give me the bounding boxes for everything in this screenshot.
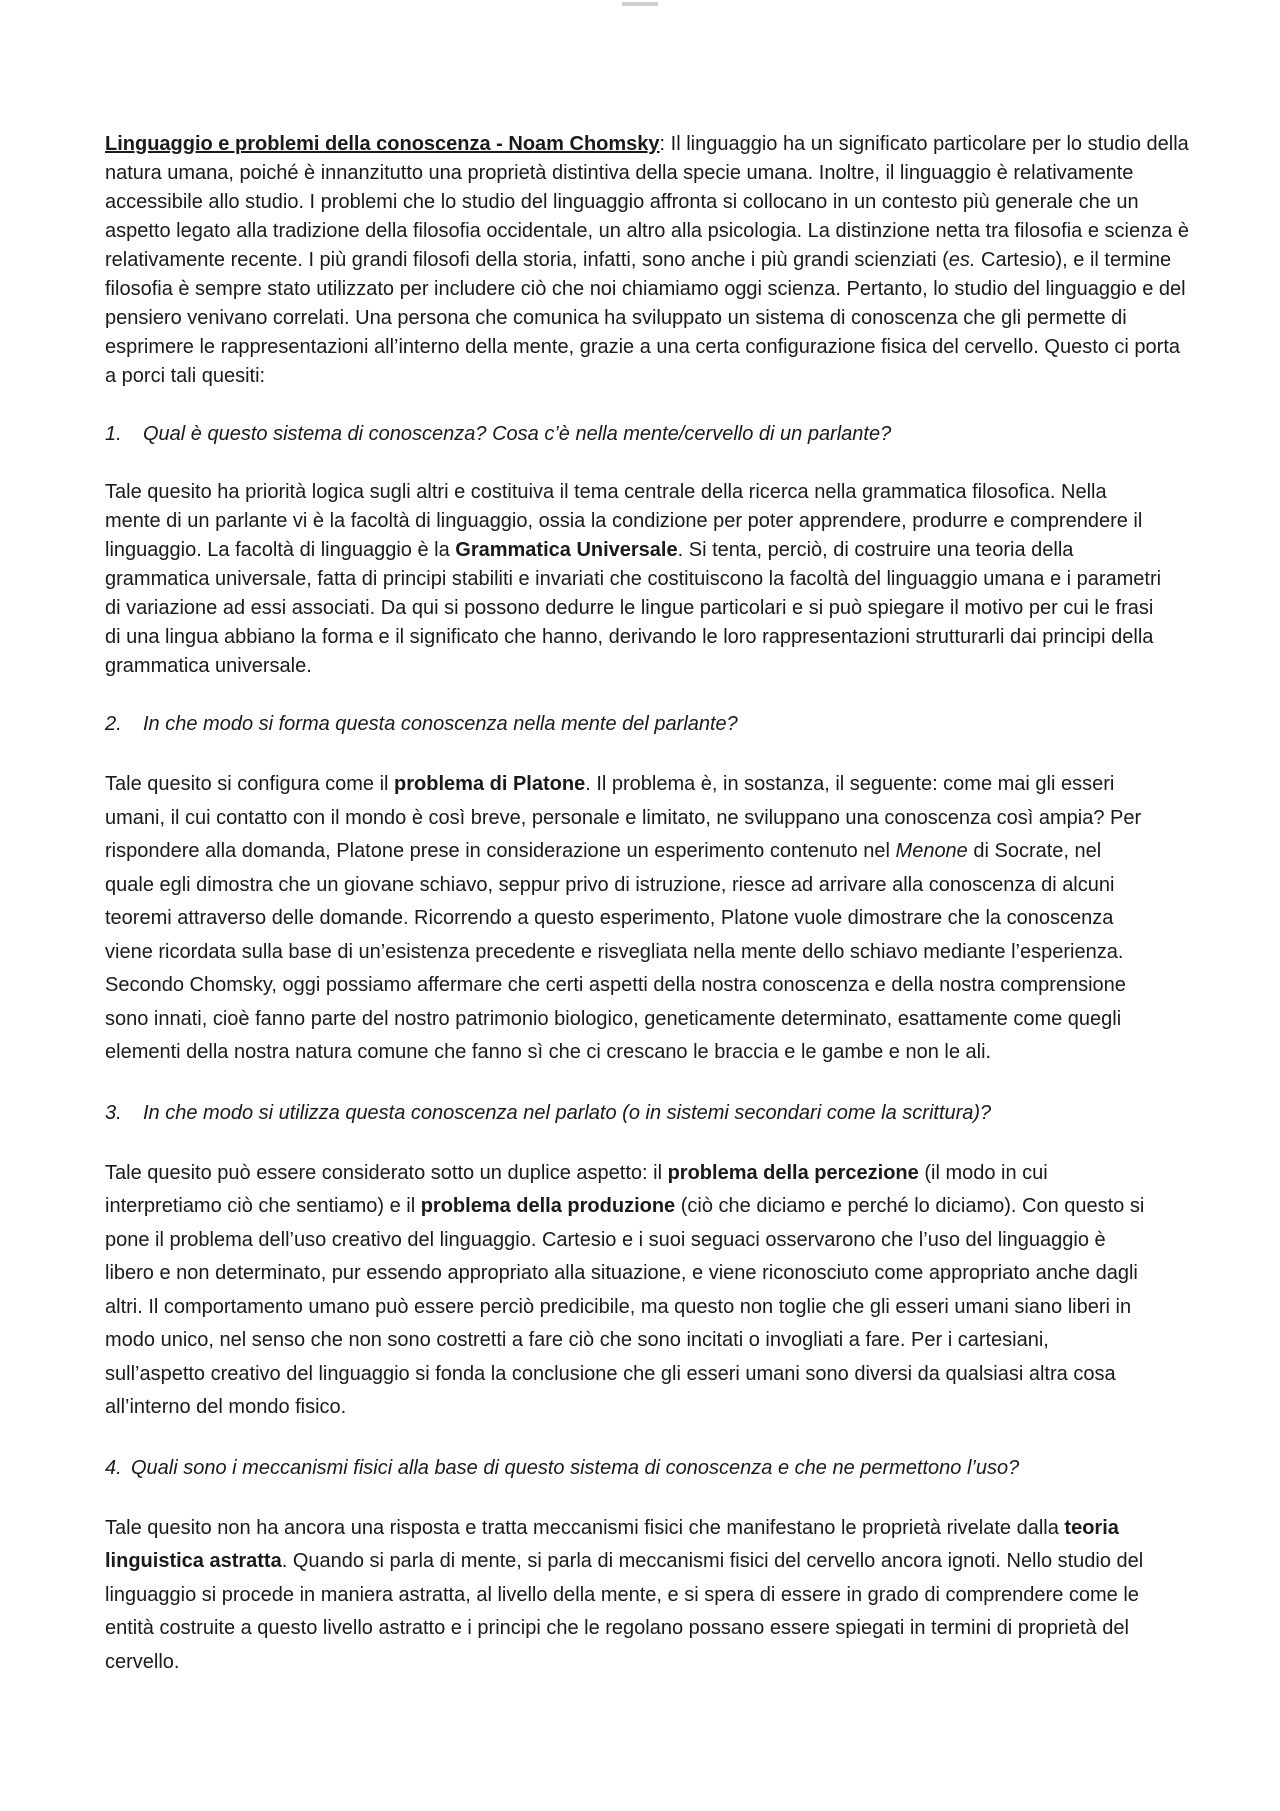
answer-4 bbox=[105, 1512, 1145, 1680]
question-text: Quali sono i meccanismi fisici alla base di questo sistema di conoscenza e che ne permettono l’uso? bbox=[131, 1456, 1020, 1479]
answer-text: . Si tenta, perciò, di costruire una teoria della grammatica universale, fatta di principi stabiliti e invariati che costituiscono la facoltà del linguaggio umana e i parametri di variazione ad essi associati. Da qui si possono dedurre le lingue particolari e si può spiegare il motivo per cui le frasi di una lingua abbiano la forma e il significato che hanno, derivando le loro rappresentazioni strutturarli dai principi della grammatica universale. bbox=[105, 539, 1162, 677]
question-number: 4. bbox=[105, 1456, 122, 1479]
document-title: Linguaggio e problemi della conoscenza - Noam Chomsky bbox=[105, 133, 660, 155]
question-1 bbox=[105, 420, 1195, 449]
question-text: Qual è questo sistema di conoscenza? Cosa c’è nella mente/cervello di un parlante? bbox=[143, 423, 892, 445]
answer-keyword: problema della percezione bbox=[667, 1161, 919, 1184]
intro-paragraph bbox=[105, 130, 1195, 391]
intro-text-continued: Cartesio), e il termine filosofia è sempre stato utilizzato per includere ciò che noi chiamiamo oggi scienza. Pertanto, lo studio del linguaggio e del pensiero venivano correlati. Una persona che comunica ha sviluppato un sistema di conoscenza che gli permette di esprimere le rappresentazioni all’interno della mente, grazie a una certa configurazione fisica del cervello. Questo ci porta a porci tali quesiti: bbox=[105, 249, 1186, 387]
answer-3 bbox=[105, 1157, 1145, 1425]
answer-keyword: Grammatica Universale bbox=[455, 539, 678, 561]
answer-emphasis: Menone bbox=[895, 840, 968, 862]
question-number: 2. bbox=[105, 713, 122, 735]
answer-text: Tale quesito si configura come il bbox=[105, 773, 395, 795]
answer-text: (il modo in cui interpretiamo ciò che sentiamo) e il bbox=[105, 1161, 1048, 1217]
answer-text: . Quando si parla di mente, si parla di meccanismi fisici del cervello ancora ignoti. Nello studio del linguaggio si procede in maniera astratta, al livello della mente, e si spera di essere in grado di comprendere come le entità costruite a questo livello astratto e i principi che le regolano possano essere spiegati in termini di proprietà del cervello. bbox=[105, 1550, 1144, 1673]
question-number: 1. bbox=[105, 423, 122, 445]
answer-text: di Socrate, nel quale egli dimostra che un giovane schiavo, seppur privo di istruzione, riesce ad arrivare alla conoscenza di alcuni teoremi attraverso delle domande. Ricorrendo a questo esperimento, Platone vuole dimostrare che la conoscenza viene ricordata sulla base di un’esistenza precedente e risvegliata nella mente dello schiavo mediante l’esperienza. Secondo Chomsky, oggi possiamo affermare che certi aspetti della nostra conoscenza e della nostra comprensione sono innati, cioè fanno parte del nostro patrimonio biologico, geneticamente determinato, esattamente come quegli elementi della nostra natura comune che fanno sì che ci crescano le braccia e le gambe e non le ali. bbox=[105, 840, 1126, 1063]
document-page bbox=[105, 130, 1195, 1679]
intro-text: : Il linguaggio ha un significato particolare per lo studio della natura umana, poiché è innanzitutto una proprietà distintiva della specie umana. Inoltre, il linguaggio è relativamente accessibile allo studio. I problemi che lo studio del linguaggio affronta si collocano in un contesto più generale che un aspetto legato alla tradizione della filosofia occidentale, un altro alla psicologia. La distinzione netta tra filosofia e scienza è relativamente recente. I più grandi filosofi della storia, infatti, sono anche i più grandi scienziati ( bbox=[105, 133, 1190, 271]
answer-text: (ciò che diciamo e perché lo diciamo). Con questo si pone il problema dell’uso creativo del linguaggio. Cartesio e i suoi seguaci osservarono che l’uso del linguaggio è libero e non determinato, pur essendo appropriato alla situazione, e viene riconosciuto come appropriato anche dagli altri. Il comportamento umano può essere perciò predicibile, ma questo non toglie che gli esseri umani siano liberi in modo unico, nel senso che non sono costretti a fare ciò che sono incitati o invogliati a fare. Per i cartesiani, sull’aspetto creativo del linguaggio si fonda la conclusione che gli esseri umani sono diversi da qualsiasi altra cosa all’interno del mondo fisico. bbox=[105, 1195, 1145, 1418]
question-2 bbox=[105, 710, 1195, 739]
answer-keyword: problema della produzione bbox=[420, 1195, 676, 1217]
answer-1 bbox=[105, 478, 1165, 681]
question-text: In che modo si utilizza questa conoscenza nel parlato (o in sistemi secondari come la scrittura)? bbox=[143, 1101, 992, 1124]
answer-text: Tale quesito ha priorità logica sugli altri e costituiva il tema centrale della ricerca nella grammatica filosofica. Nella mente di un parlante vi è la facoltà di linguaggio, ossia la condizione per poter apprendere, produrre e comprendere il linguaggio. La facoltà di linguaggio è la bbox=[105, 481, 1143, 561]
answer-2 bbox=[105, 768, 1145, 1070]
answer-keyword: problema di Platone bbox=[394, 773, 586, 795]
question-4 bbox=[105, 1454, 1195, 1483]
header-mark bbox=[622, 2, 658, 6]
intro-emphasis: es. bbox=[948, 249, 976, 271]
answer-text: Tale quesito non ha ancora una risposta e tratta meccanismi fisici che manifestano le proprietà rivelate dalla bbox=[105, 1516, 1065, 1539]
question-3 bbox=[105, 1099, 1195, 1128]
answer-text: Tale quesito può essere considerato sotto un duplice aspetto: il bbox=[105, 1161, 668, 1184]
question-number: 3. bbox=[105, 1101, 122, 1124]
question-text: In che modo si forma questa conoscenza nella mente del parlante? bbox=[143, 713, 738, 735]
answer-text: . Il problema è, in sostanza, il seguente: come mai gli esseri umani, il cui contatto con il mondo è così breve, personale e limitato, ne sviluppano una conoscenza così ampia? Per rispondere alla domanda, Platone prese in considerazione un esperimento contenuto nel bbox=[105, 773, 1142, 862]
answer-keyword: teoria linguistica astratta bbox=[105, 1516, 1119, 1572]
